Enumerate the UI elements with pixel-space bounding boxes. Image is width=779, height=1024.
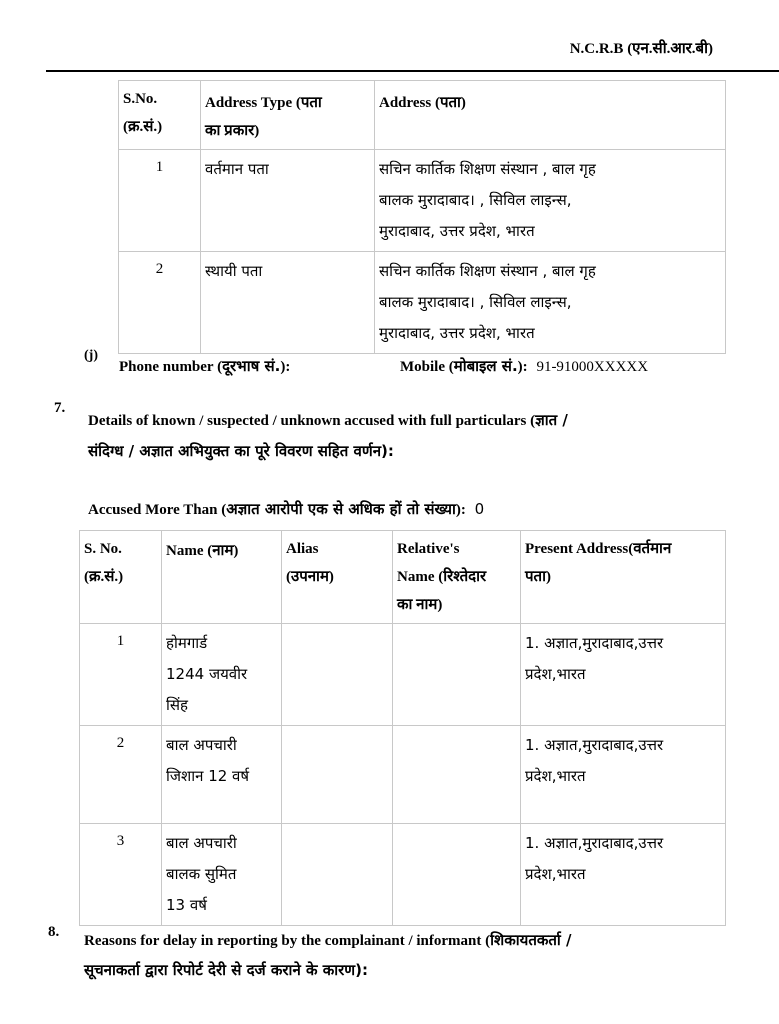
address-line: बालक मुरादाबाद। , सिविल लाइन्स, (379, 293, 572, 311)
section-7-title-line1: Details of known / suspected / unknown accused with full particulars (ज्ञात / (88, 411, 568, 429)
accused-table-header (80, 531, 726, 624)
mobile-label: Mobile (मोबाइल सं.): 91-91000XXXXX (400, 357, 649, 375)
header-sno-hi: (क्र.सं.) (123, 119, 163, 135)
section-8-title-line2: सूचनाकर्ता द्वारा रिपोर्ट देरी से दर्ज कराने के कारण): (84, 961, 368, 979)
header-sno: S. No. (क्र.सं.) (80, 531, 162, 624)
row-alias (282, 624, 393, 726)
row-alias (282, 726, 393, 824)
row-address (375, 252, 726, 354)
table-row (80, 824, 726, 926)
accused-table (79, 530, 726, 926)
table-row (119, 252, 726, 354)
header-address (375, 81, 726, 150)
accused-more-value: 0 (474, 500, 485, 518)
row-sno: 3 (80, 824, 162, 926)
phone-label: Phone number (दूरभाष सं.): (119, 357, 291, 375)
header-address-type (201, 81, 375, 150)
row-relative-name (393, 726, 521, 824)
row-sno: 1 (80, 624, 162, 726)
section-7-title-line2: संदिग्ध / अज्ञात अभियुक्त का पूरे विवरण सहित वर्णन): (88, 442, 394, 460)
row-address (375, 150, 726, 252)
row-relative-name (393, 824, 521, 926)
mobile-value: 91-91000XXXXX (536, 359, 649, 375)
address-table-header (119, 81, 726, 150)
row-present-address: 1. अज्ञात,मुरादाबाद,उत्तर प्रदेश,भारत (521, 726, 726, 824)
address-line: मुरादाबाद, उत्तर प्रदेश, भारत (379, 324, 535, 342)
table-row (119, 150, 726, 252)
header-name: Name (नाम) (162, 531, 282, 624)
row-sno: 2 (80, 726, 162, 824)
header-address-type-l2: का प्रकार) (205, 123, 260, 139)
header-present-address: Present Address(वर्तमान पता) (521, 531, 726, 624)
row-address-type: वर्तमान पता (201, 150, 375, 252)
address-line: मुरादाबाद, उत्तर प्रदेश, भारत (379, 222, 535, 240)
phone-marker: (j) (84, 348, 98, 363)
row-present-address: 1. अज्ञात,मुरादाबाद,उत्तर प्रदेश,भारत (521, 824, 726, 926)
header-sno-en: S.No. (123, 91, 158, 107)
table-row (80, 726, 726, 824)
row-present-address: 1. अज्ञात,मुरादाबाद,उत्तर प्रदेश,भारत (521, 624, 726, 726)
section-8-number: 8. (48, 924, 60, 940)
header-sno (119, 81, 201, 150)
row-address-type: स्थायी पता (201, 252, 375, 354)
header-title: N.C.R.B (एन.सी.आर.बी) (569, 41, 713, 57)
row-sno: 2 (119, 252, 201, 354)
row-alias (282, 824, 393, 926)
section-8-title-line1: Reasons for delay in reporting by the complainant / informant (शिकायतकर्ता / (84, 931, 572, 949)
address-line: बालक मुरादाबाद। , सिविल लाइन्स, (379, 191, 572, 209)
header-alias: Alias (उपनाम) (282, 531, 393, 624)
accused-more-than: Accused More Than (अज्ञात आरोपी एक से अधिक हों तो संख्या): 0 (88, 500, 485, 518)
section-7-number: 7. (54, 400, 66, 416)
table-row (80, 624, 726, 726)
row-name: होमगार्ड 1244 जयवीर सिंह (162, 624, 282, 726)
row-sno: 1 (119, 150, 201, 252)
address-table (118, 80, 726, 354)
address-line: सचिन कार्तिक शिक्षण संस्थान , बाल गृह (379, 160, 596, 178)
row-name: बाल अपचारी जिशान 12 वर्ष (162, 726, 282, 824)
row-relative-name (393, 624, 521, 726)
row-name: बाल अपचारी बालक सुमित 13 वर्ष (162, 824, 282, 926)
header-address-label: Address (पता) (379, 95, 466, 111)
address-line: सचिन कार्तिक शिक्षण संस्थान , बाल गृह (379, 262, 596, 280)
header-relative-name: Relative's Name (रिश्तेदार का नाम) (393, 531, 521, 624)
header-divider (46, 70, 779, 72)
header-address-type-l1: Address Type (पता (205, 95, 322, 111)
